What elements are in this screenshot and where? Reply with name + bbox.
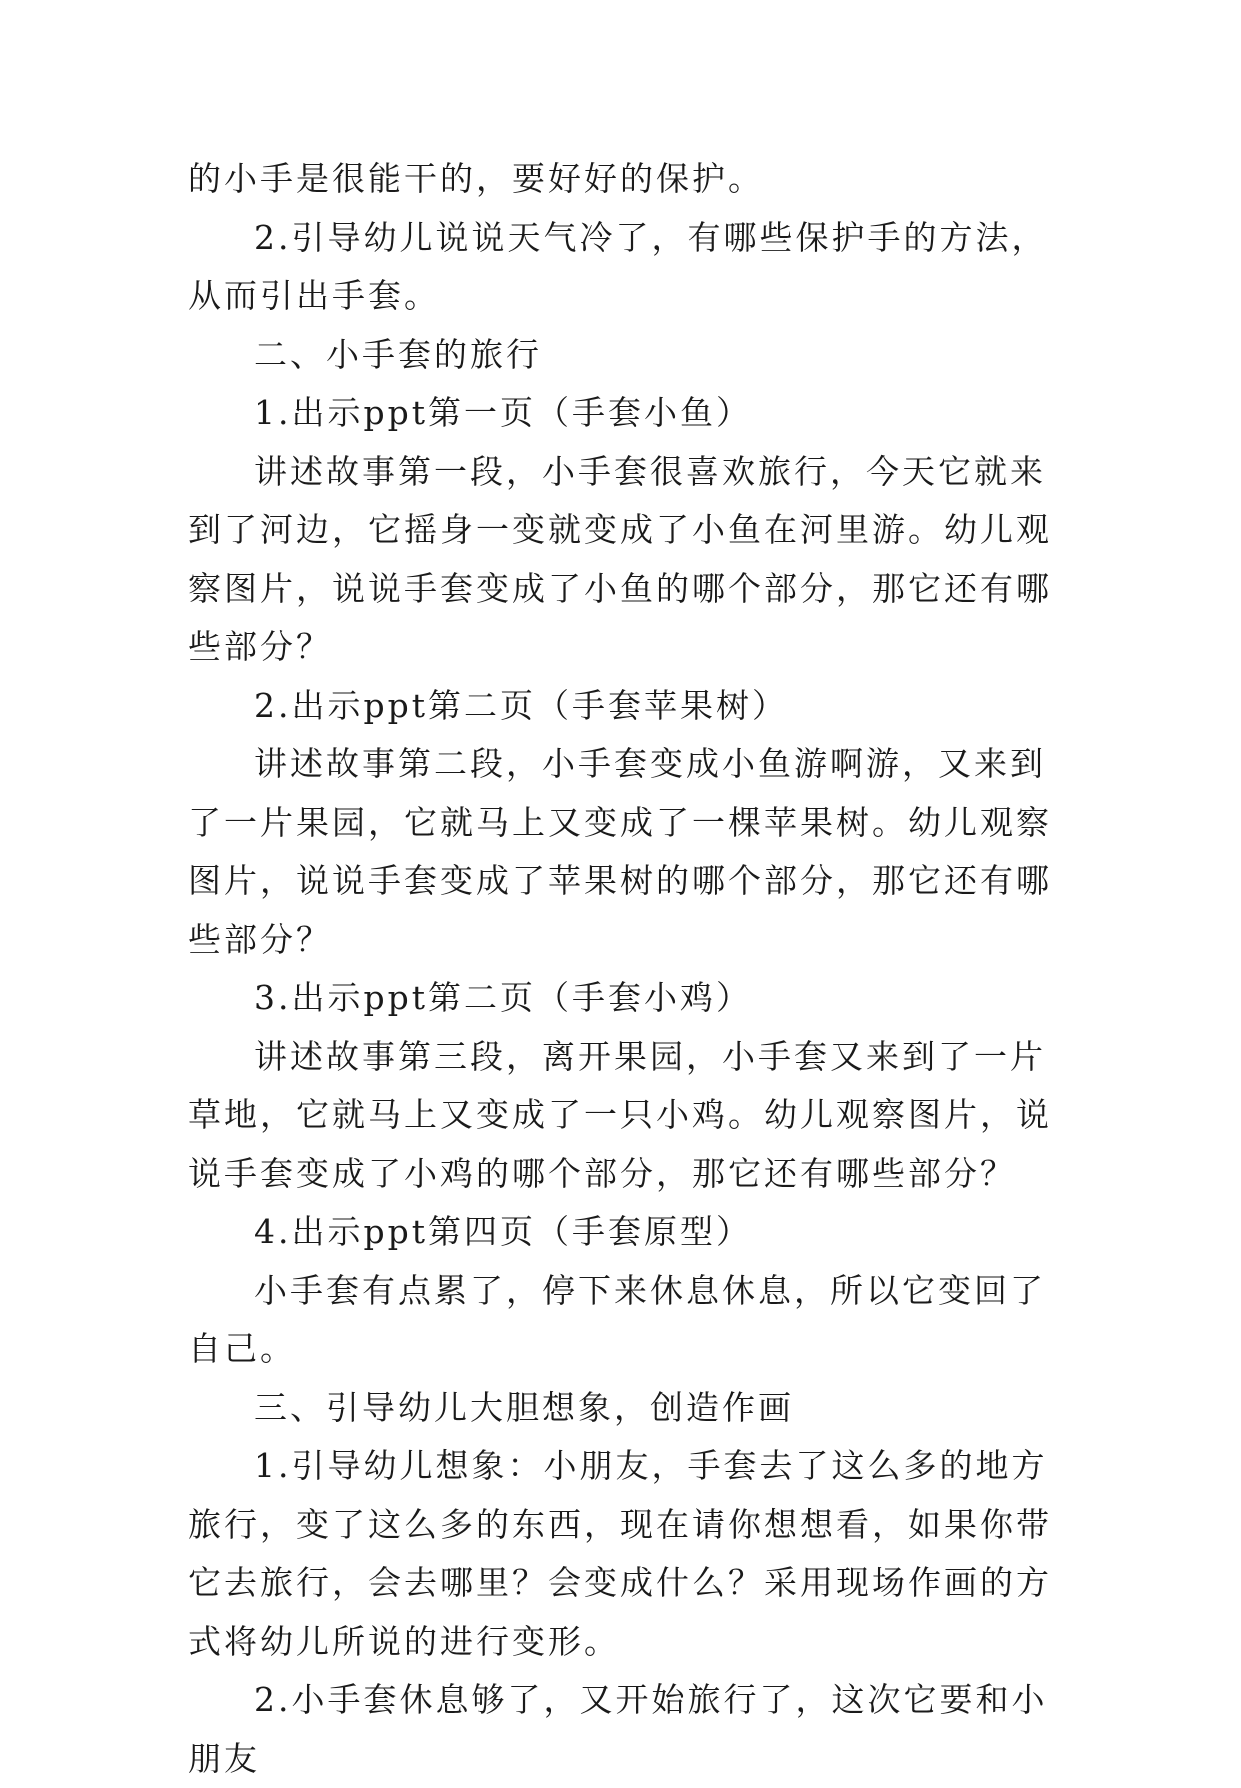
paragraph-continuation: 的小手是很能干的，要好好的保护。: [188, 159, 764, 198]
paragraph-story-part-2: 讲述故事第二段，小手套变成小鱼游啊游，又来到了一片果园，它就马上又变成了一棵苹果树。幼儿观察图片，说说手套变成了苹果树的哪个部分，那它还有哪些部分？: [188, 744, 1052, 959]
section-heading-2: 二、小手套的旅行: [254, 334, 542, 374]
section-heading-3: 三、引导幼儿大胆想象，创造作画: [254, 1387, 794, 1427]
paragraph-ppt-page-3: 3.出示ppt第二页（手套小鸡）: [254, 978, 752, 1017]
paragraph-story-part-1: 讲述故事第一段，小手套很喜欢旅行，今天它就来到了河边，它摇身一变就变成了小鱼在河里游。幼儿观察图片，说说手套变成了小鱼的哪个部分，那它还有哪些部分？: [188, 451, 1052, 666]
paragraph-story-part-3: 讲述故事第三段，离开果园，小手套又来到了一片草地，它就马上又变成了一只小鸡。幼儿观察图片，说说手套变成了小鸡的哪个部分，那它还有哪些部分？: [188, 1036, 1052, 1193]
paragraph-imagination-step-1: 1.引导幼儿想象：小朋友，手套去了这么多的地方旅行，变了这么多的东西，现在请你想想看，如果你带它去旅行，会去哪里？会变成什么？采用现场作画的方式将幼儿所说的进行变形。: [188, 1446, 1052, 1661]
paragraph-ppt-page-1: 1.出示ppt第一页（手套小鱼）: [254, 393, 752, 432]
paragraph-ppt-page-2: 2.出示ppt第二页（手套苹果树）: [254, 685, 788, 725]
paragraph-imagination-step-2: 2.小手套休息够了，又开始旅行了，这次它要和小朋友: [188, 1680, 1048, 1778]
document-body: [188, 150, 1058, 1788]
paragraph-ppt-page-4: 4.出示ppt第四页（手套原型）: [254, 1212, 752, 1251]
paragraph-glove-rests: 小手套有点累了，停下来休息休息，所以它变回了自己。: [188, 1270, 1046, 1368]
paragraph-step-2-protect-hands: 2.引导幼儿说说天气冷了，有哪些保护手的方法，从而引出手套。: [188, 217, 1048, 315]
